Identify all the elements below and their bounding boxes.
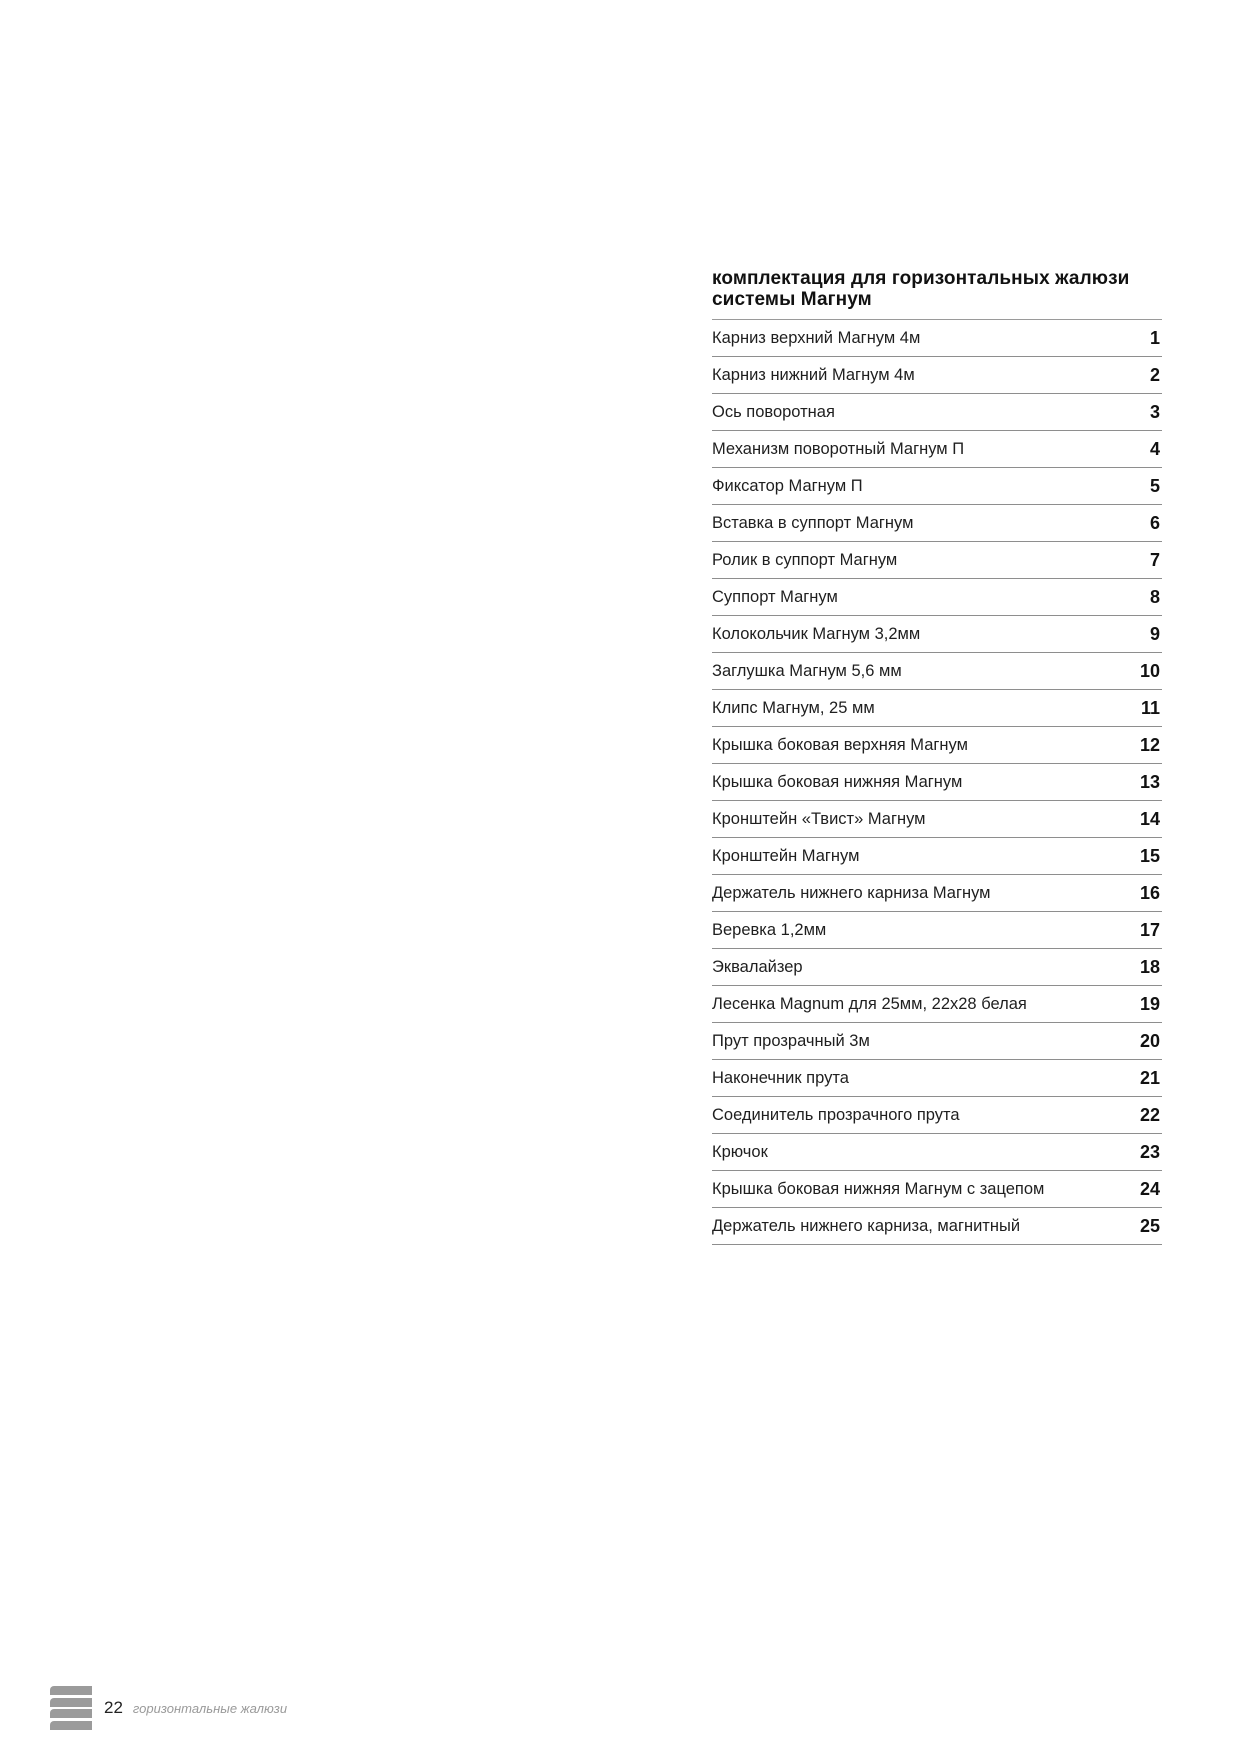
list-item — [712, 616, 1162, 653]
item-number: 10 — [1139, 660, 1160, 681]
footer-section-name: горизонтальные жалюзи — [132, 1700, 288, 1716]
item-number: 4 — [1149, 438, 1160, 459]
item-number: 24 — [1139, 1178, 1160, 1199]
item-name: Заглушка Магнум 5,6 мм — [712, 661, 902, 680]
item-number: 8 — [1149, 586, 1160, 607]
blinds-icon — [50, 1686, 92, 1730]
list-item — [712, 949, 1162, 986]
list-item — [712, 357, 1162, 394]
list-item — [712, 1023, 1162, 1060]
list-item — [712, 764, 1162, 801]
item-name: Эквалайзер — [712, 957, 803, 976]
item-number: 16 — [1139, 882, 1160, 903]
section-title-line1: комплектация для горизонтальных жалюзи — [712, 268, 1130, 289]
list-item — [712, 838, 1162, 875]
item-name: Кронштейн Магнум — [712, 846, 860, 865]
item-name: Прут прозрачный 3м — [712, 1031, 870, 1050]
item-name: Крышка боковая нижняя Магнум с зацепом — [712, 1179, 1045, 1198]
item-name: Колокольчик Магнум 3,2мм — [712, 624, 921, 643]
list-item — [712, 394, 1162, 431]
item-number: 13 — [1139, 771, 1160, 792]
item-name: Держатель нижнего карниза Магнум — [712, 883, 991, 902]
list-item — [712, 875, 1162, 912]
item-name: Карниз верхний Магнум 4м — [712, 328, 921, 347]
list-item — [712, 579, 1162, 616]
item-number: 15 — [1139, 845, 1160, 866]
item-number: 17 — [1139, 919, 1160, 940]
item-name: Веревка 1,2мм — [712, 920, 827, 939]
item-number: 21 — [1139, 1067, 1160, 1088]
list-item — [712, 1134, 1162, 1171]
item-name: Наконечник прута — [712, 1068, 849, 1087]
item-number: 25 — [1139, 1215, 1160, 1236]
section-title-line2: системы Магнум — [712, 289, 872, 310]
item-number: 1 — [1149, 327, 1160, 348]
item-number: 7 — [1149, 549, 1160, 570]
item-name: Ролик в суппорт Магнум — [712, 550, 898, 569]
item-number: 23 — [1139, 1141, 1160, 1162]
list-item — [712, 468, 1162, 505]
item-name: Кронштейн «Твист» Магнум — [712, 809, 926, 828]
list-item — [712, 986, 1162, 1023]
section-title — [712, 268, 1162, 310]
item-name: Крючок — [712, 1142, 768, 1161]
item-number: 20 — [1139, 1030, 1160, 1051]
list-item — [712, 1060, 1162, 1097]
item-number: 14 — [1139, 808, 1160, 829]
item-name: Соединитель прозрачного прута — [712, 1105, 960, 1124]
item-number: 2 — [1149, 364, 1160, 385]
item-number: 22 — [1139, 1104, 1160, 1125]
list-item — [712, 801, 1162, 838]
item-name: Карниз нижний Магнум 4м — [712, 365, 915, 384]
item-name: Вставка в суппорт Магнум — [712, 513, 914, 532]
item-name: Крышка боковая верхняя Магнум — [712, 735, 968, 754]
list-item — [712, 912, 1162, 949]
list-item — [712, 690, 1162, 727]
item-name: Фиксатор Магнум П — [712, 476, 863, 495]
list-item — [712, 320, 1162, 357]
item-number: 3 — [1149, 401, 1160, 422]
list-item — [712, 505, 1162, 542]
item-name: Ось поворотная — [712, 402, 835, 421]
item-name: Суппорт Магнум — [712, 587, 838, 606]
list-item — [712, 727, 1162, 764]
item-name: Лесенка Magnum для 25мм, 22х28 белая — [712, 994, 1027, 1013]
list-item — [712, 431, 1162, 468]
page-footer — [50, 1686, 287, 1730]
item-name: Крышка боковая нижняя Магнум — [712, 772, 963, 791]
item-name: Механизм поворотный Магнум П — [712, 439, 965, 458]
item-number: 11 — [1140, 697, 1160, 718]
list-item — [712, 1171, 1162, 1208]
item-number: 18 — [1139, 956, 1160, 977]
page-number: 22 — [104, 1698, 123, 1717]
item-number: 6 — [1149, 512, 1160, 533]
list-item — [712, 1097, 1162, 1134]
item-number: 12 — [1139, 734, 1160, 755]
list-item — [712, 1208, 1162, 1245]
item-number: 9 — [1149, 623, 1160, 644]
item-number: 5 — [1149, 475, 1160, 496]
list-item — [712, 653, 1162, 690]
parts-list-section — [712, 268, 1162, 1245]
item-name: Клипс Магнум, 25 мм — [712, 698, 875, 717]
item-name: Держатель нижнего карниза, магнитный — [712, 1216, 1021, 1235]
item-number: 19 — [1139, 993, 1160, 1014]
parts-list — [712, 319, 1162, 1245]
list-item — [712, 542, 1162, 579]
